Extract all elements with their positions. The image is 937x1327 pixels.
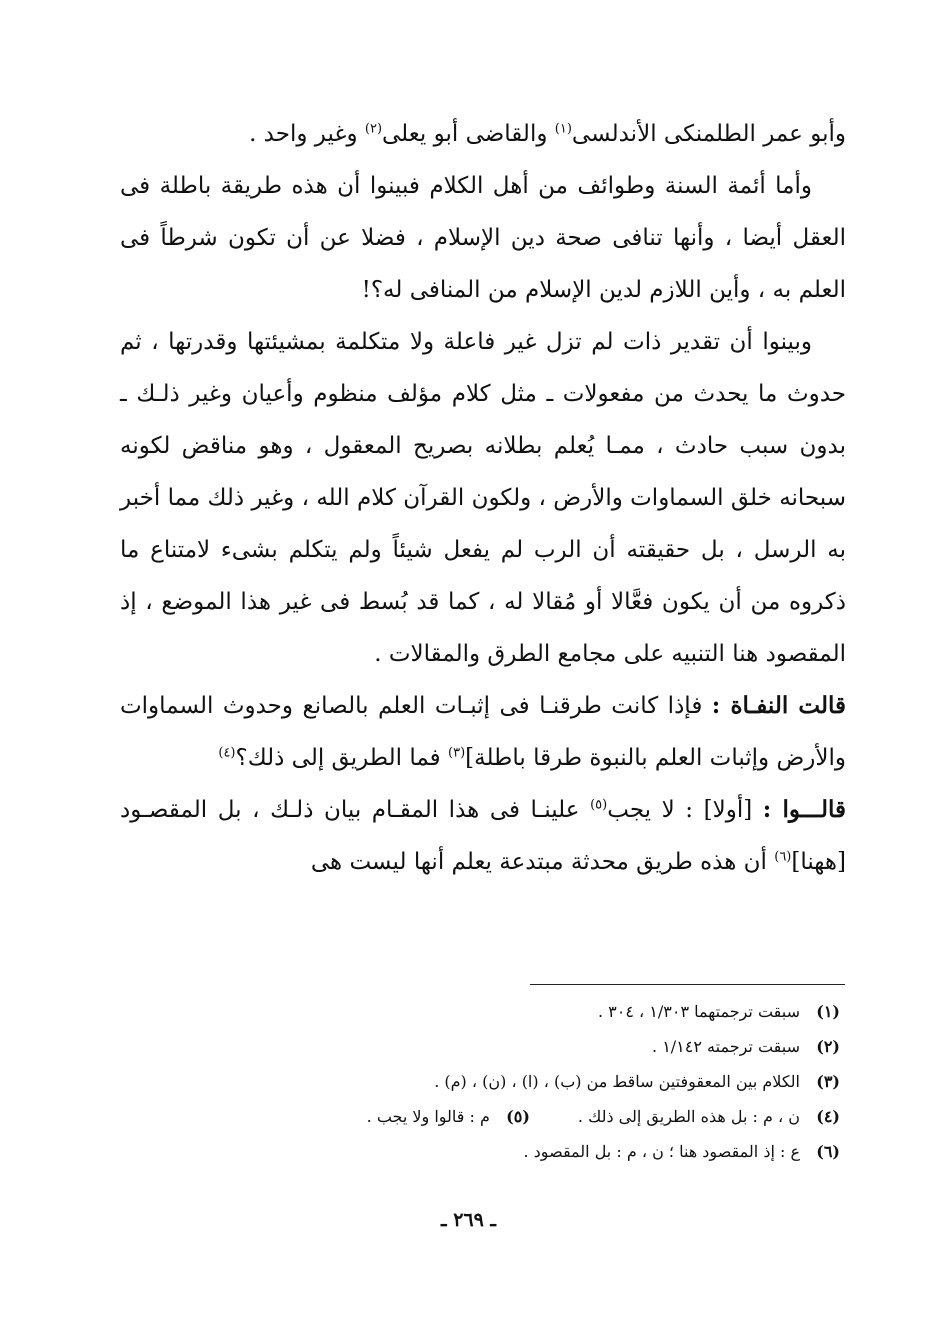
footnote-number: (٦)	[816, 1142, 840, 1161]
footnote-marker-2: (٢)	[364, 121, 383, 137]
text-run: فإذا كانت طرقنـا فى إثبـات العلم بالصانع وحدوث السماوات والأرض وإثبات العلم بالنبوة طرقا باطلة]	[120, 693, 846, 771]
footnote-number: (٤)	[816, 1107, 840, 1126]
footnote-text: سبقت ترجمته ١/١٤٢ .	[652, 1037, 800, 1056]
footnote-marker-4: (٤)	[218, 745, 236, 761]
footnote-2	[150, 1029, 840, 1064]
footnote-6	[150, 1134, 840, 1169]
paragraph-1	[120, 108, 846, 160]
footnote-divider	[530, 984, 845, 985]
text-run: [أولا] : لا يجب	[607, 797, 763, 823]
text-run: وأبو عمر الطلمنكى الأندلسى	[571, 121, 846, 147]
text-run: وغير واحد .	[249, 121, 365, 147]
footnote-marker-5: (٥)	[590, 797, 608, 813]
footnote-text: ن ، م : بل هذه الطريق إلى ذلك .	[577, 1107, 800, 1126]
footnote-text: الكلام بين المعقوفتين ساقط من (ب) ، (ا) ، (ن) ، (م) .	[434, 1072, 800, 1091]
footnote-number: (٢)	[816, 1037, 840, 1056]
paragraph-4	[120, 680, 846, 784]
footnote-3	[150, 1064, 840, 1099]
footnote-number: (١)	[816, 1002, 840, 1021]
speaker-label: قالت النفـاة :	[711, 692, 846, 719]
footnote-number: (٥)	[506, 1107, 530, 1126]
footnote-number: (٣)	[816, 1072, 840, 1091]
footnote-1	[150, 994, 840, 1029]
footnote-text: م : قالوا ولا يجب .	[366, 1107, 490, 1126]
footnote-marker-6: (٦)	[774, 849, 792, 865]
footnote-4-5	[150, 1099, 840, 1134]
footnotes	[150, 994, 840, 1169]
page-number: ـ ٢٦٩ ـ	[441, 1209, 496, 1231]
text-run: والقاضى أبو يعلى	[382, 121, 555, 147]
footnote-text: سبقت ترجمتهما ١/٣٠٣ ، ٣٠٤ .	[597, 1002, 800, 1021]
footnote-text: ع : إذ المقصود هنا ؛ ن ، م : بل المقصود .	[523, 1142, 800, 1161]
paragraph-5	[120, 784, 846, 888]
paragraph-3: وبينوا أن تقدير ذات لم تزل غير فاعلة ولا متكلمة بمشيئتها وقدرتها ، ثم حدوث ما يحدث من مفعولات ـ مثل كلام مؤلف منظوم وأعيان وغير ذلـك ـ بدون سبب حادث ، ممـا يُعلم بطلانه بصريح المعقول ، وهو مناقض لكونه سبحانه خلق السماوات والأرض ، ولكون القرآن كلام الله ، وغير ذلك مما أخبر به الرسل ، بل حقيقته أن الرب لم يفعل شيئاً ولم يتكلم بشىء لامتناع ما ذكروه من أن يكون فعَّالا أو مُقالا له ، كما قد بُسط فى غير هذا الموضع ، إذ المقصود هنا التنبيه على مجامع الطرق والمقالات .	[120, 329, 846, 667]
main-text	[120, 108, 846, 888]
footnote-marker-1: (١)	[554, 121, 572, 137]
text-run: أن هذه طريق محدثة مبتدعة يعلم أنها ليست هى	[310, 849, 775, 875]
paragraph-2: وأما أئمة السنة وطوائف من أهل الكلام فبينوا أن هذه طريقة باطلة فى العقل أيضا ، وأنها تنافى صحة دين الإسلام ، فضلا عن أن تكون شرطاً فى العلم به ، وأين اللازم لدين الإسلام من المنافى له؟!	[120, 173, 847, 303]
text-run: فما الطريق إلى ذلك؟	[235, 745, 448, 771]
footnote-marker-3: (٣)	[448, 745, 466, 761]
speaker-label: قالـــوا :	[762, 796, 846, 823]
text-run: علينـا فى هذا المقـام بيان ذلـك ، بل المقصـود [ههنا]	[120, 797, 846, 875]
